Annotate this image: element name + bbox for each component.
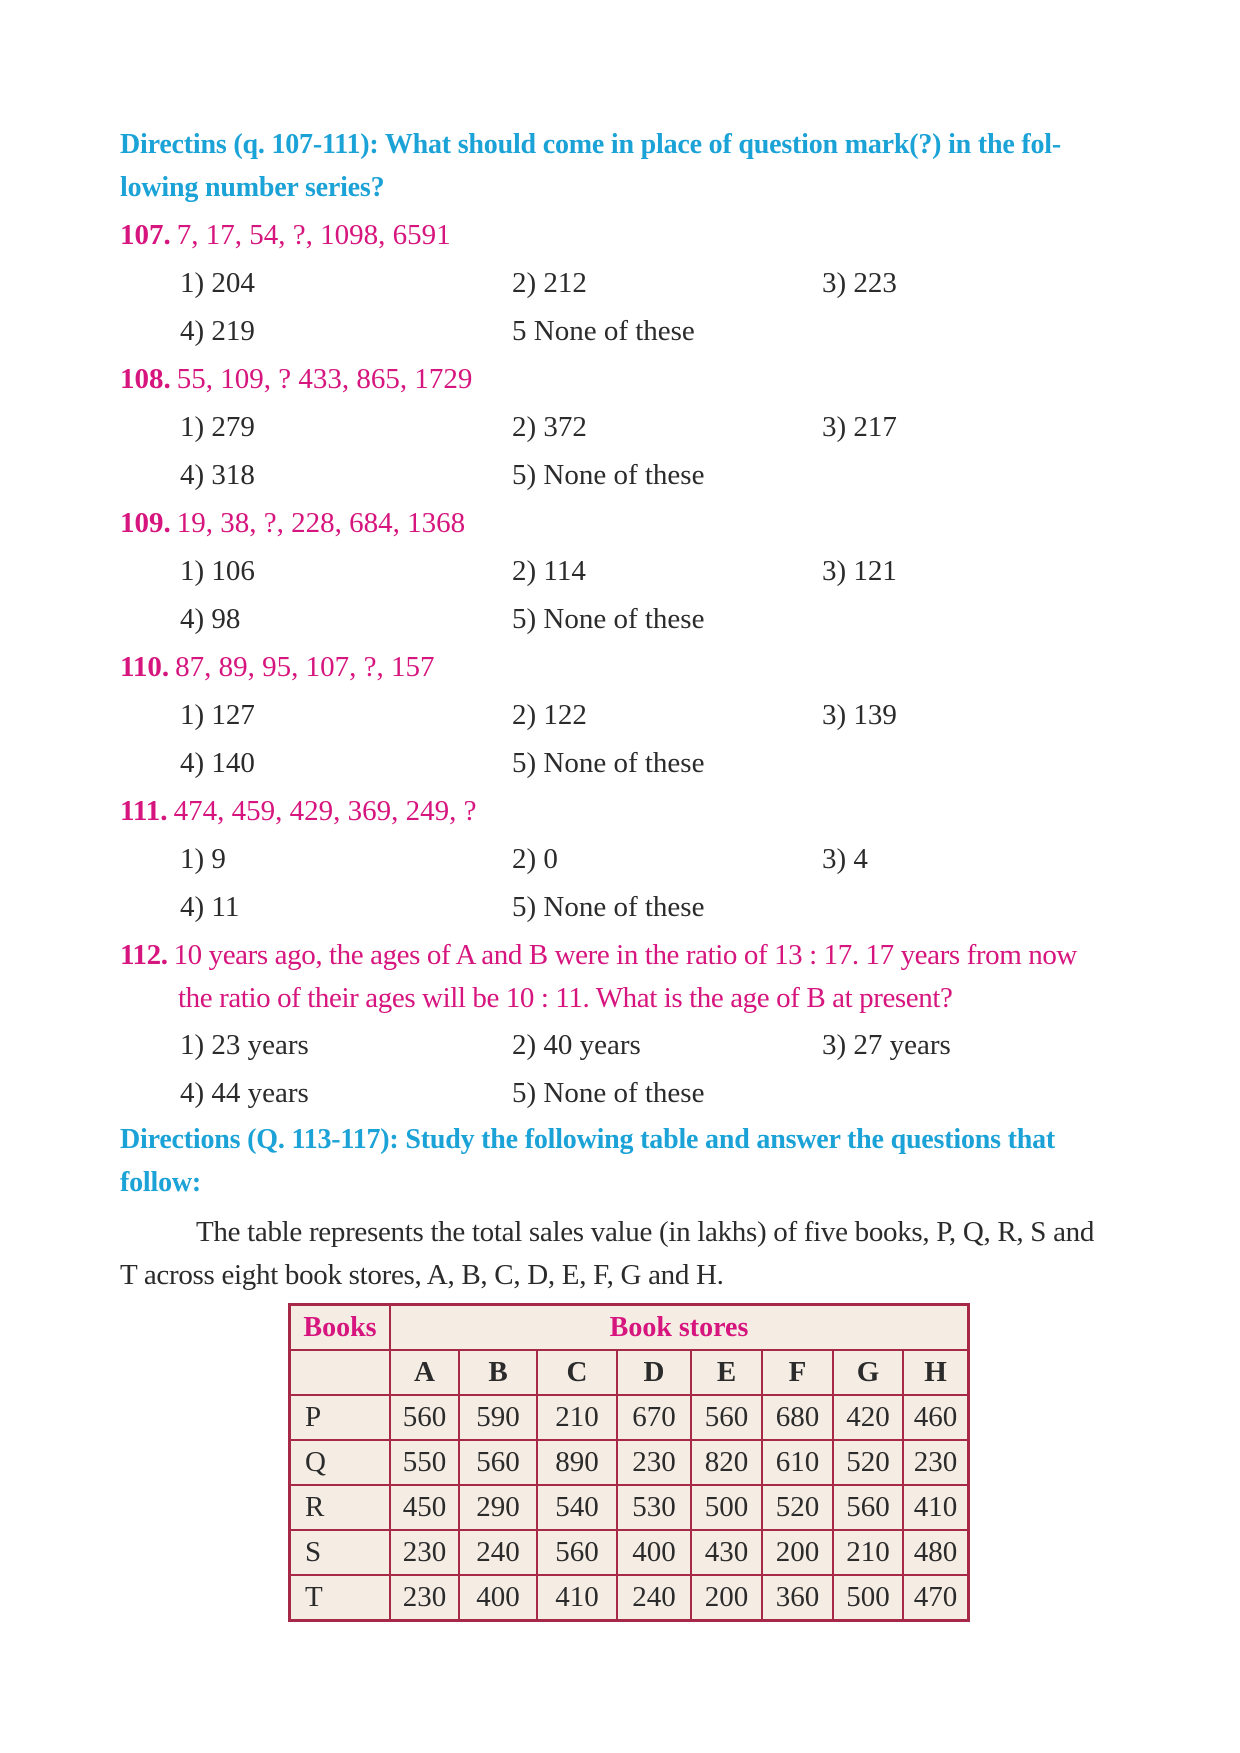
row-label: S	[290, 1530, 391, 1575]
corner-header: Books	[290, 1305, 391, 1351]
table-cell: 240	[617, 1575, 691, 1621]
question-text: 10 years ago, the ages of A and B were in the ratio of 13 : 17. 17 years from now	[173, 939, 1077, 971]
option-5: 5) None of these	[512, 459, 705, 491]
table-cell: 560	[390, 1395, 459, 1440]
table-cell: 590	[459, 1395, 537, 1440]
group-header: Book stores	[390, 1305, 969, 1351]
row-label: R	[290, 1485, 391, 1530]
question-number: 111.	[120, 795, 168, 827]
directions-heading-1-line-2: lowing number series?	[120, 172, 385, 203]
option-2: 2) 212	[512, 267, 587, 299]
table-cell: 670	[617, 1395, 691, 1440]
column-header: C	[537, 1350, 617, 1395]
option-1: 1) 204	[180, 267, 255, 299]
option-2: 2) 0	[512, 843, 558, 875]
option-2: 2) 40 years	[512, 1029, 641, 1061]
question-number: 108.	[120, 363, 171, 395]
column-header: D	[617, 1350, 691, 1395]
option-5: 5) None of these	[512, 891, 705, 923]
question-109	[120, 505, 465, 541]
table-row	[290, 1395, 969, 1440]
option-4: 4) 44 years	[180, 1077, 309, 1109]
table-cell: 500	[691, 1485, 762, 1530]
table-row	[290, 1530, 969, 1575]
table-cell: 210	[537, 1395, 617, 1440]
column-header: A	[390, 1350, 459, 1395]
table-cell: 240	[459, 1530, 537, 1575]
table-cell: 500	[833, 1575, 903, 1621]
directions-heading-2-line-2: follow:	[120, 1167, 202, 1198]
table-cell: 480	[903, 1530, 969, 1575]
option-5: 5) None of these	[512, 747, 705, 779]
option-1: 1) 127	[180, 699, 255, 731]
column-header: G	[833, 1350, 903, 1395]
question-110	[120, 649, 435, 685]
question-107	[120, 217, 451, 253]
table-row	[290, 1440, 969, 1485]
table-cell: 470	[903, 1575, 969, 1621]
option-2: 2) 122	[512, 699, 587, 731]
empty-header-cell	[290, 1350, 391, 1395]
option-4: 4) 11	[180, 891, 240, 923]
table-cell: 420	[833, 1395, 903, 1440]
table-cell: 890	[537, 1440, 617, 1485]
option-1: 1) 106	[180, 555, 255, 587]
directions-heading-2-line-1: Directions (Q. 113-117): Study the following table and answer the questions that	[120, 1124, 1056, 1155]
option-5: 5) None of these	[512, 603, 705, 635]
table-cell: 540	[537, 1485, 617, 1530]
table-group-header-row	[290, 1305, 969, 1351]
table-row	[290, 1485, 969, 1530]
column-header: F	[762, 1350, 833, 1395]
table-cell: 400	[617, 1530, 691, 1575]
table-cell: 680	[762, 1395, 833, 1440]
table-cell: 210	[833, 1530, 903, 1575]
table-cell: 410	[537, 1575, 617, 1621]
table-cell: 820	[691, 1440, 762, 1485]
table-cell: 520	[762, 1485, 833, 1530]
question-text: 7, 17, 54, ?, 1098, 6591	[176, 219, 451, 251]
question-number: 109.	[120, 507, 171, 539]
table-cell: 520	[833, 1440, 903, 1485]
option-4: 4) 98	[180, 603, 241, 635]
option-1: 1) 279	[180, 411, 255, 443]
question-number: 110.	[120, 651, 170, 683]
question-number: 107.	[120, 219, 171, 251]
option-3: 3) 223	[822, 267, 897, 299]
option-4: 4) 140	[180, 747, 255, 779]
option-1: 1) 9	[180, 843, 226, 875]
table-cell: 530	[617, 1485, 691, 1530]
question-111	[120, 793, 476, 829]
table-cell: 550	[390, 1440, 459, 1485]
column-header: H	[903, 1350, 969, 1395]
option-2: 2) 114	[512, 555, 586, 587]
table-cell: 460	[903, 1395, 969, 1440]
table-cell: 560	[459, 1440, 537, 1485]
table-cell: 230	[617, 1440, 691, 1485]
question-text: 55, 109, ? 433, 865, 1729	[176, 363, 473, 395]
question-112	[120, 937, 1077, 973]
question-text: 474, 459, 429, 369, 249, ?	[173, 795, 477, 827]
option-4: 4) 219	[180, 315, 255, 347]
table-row	[290, 1575, 969, 1621]
row-label: T	[290, 1575, 391, 1621]
table-cell: 410	[903, 1485, 969, 1530]
table-cell: 200	[762, 1530, 833, 1575]
question-text: 87, 89, 95, 107, ?, 157	[175, 651, 435, 683]
table-cell: 230	[903, 1440, 969, 1485]
row-label: Q	[290, 1440, 391, 1485]
table-cell: 560	[691, 1395, 762, 1440]
column-header: B	[459, 1350, 537, 1395]
table-cell: 560	[537, 1530, 617, 1575]
option-3: 3) 4	[822, 843, 868, 875]
table-cell: 450	[390, 1485, 459, 1530]
table-description-line-2: T across eight book stores, A, B, C, D, E, F, G and H.	[120, 1259, 724, 1291]
table-cell: 230	[390, 1530, 459, 1575]
table-cell: 360	[762, 1575, 833, 1621]
table-cell: 400	[459, 1575, 537, 1621]
table-cell: 290	[459, 1485, 537, 1530]
option-3: 3) 217	[822, 411, 897, 443]
question-112-line-2: the ratio of their ages will be 10 : 11. What is the age of B at present?	[178, 982, 953, 1014]
question-108	[120, 361, 472, 397]
question-text: 19, 38, ?, 228, 684, 1368	[176, 507, 466, 539]
table-cell: 560	[833, 1485, 903, 1530]
option-3: 3) 27 years	[822, 1029, 951, 1061]
table-cell: 610	[762, 1440, 833, 1485]
table-description-line-1: The table represents the total sales value (in lakhs) of five books, P, Q, R, S and	[196, 1216, 1095, 1248]
table-column-header-row	[290, 1350, 969, 1395]
row-label: P	[290, 1395, 391, 1440]
option-1: 1) 23 years	[180, 1029, 309, 1061]
question-number: 112.	[120, 939, 168, 971]
option-3: 3) 139	[822, 699, 897, 731]
table-cell: 200	[691, 1575, 762, 1621]
option-5: 5) None of these	[512, 1077, 705, 1109]
book-sales-table	[288, 1303, 970, 1622]
option-2: 2) 372	[512, 411, 587, 443]
table-cell: 430	[691, 1530, 762, 1575]
column-header: E	[691, 1350, 762, 1395]
option-4: 4) 318	[180, 459, 255, 491]
directions-heading-1-line-1: Directins (q. 107-111): What should come in place of question mark(?) in the fol-	[120, 129, 1061, 160]
option-5: 5 None of these	[512, 315, 695, 347]
option-3: 3) 121	[822, 555, 897, 587]
table-cell: 230	[390, 1575, 459, 1621]
